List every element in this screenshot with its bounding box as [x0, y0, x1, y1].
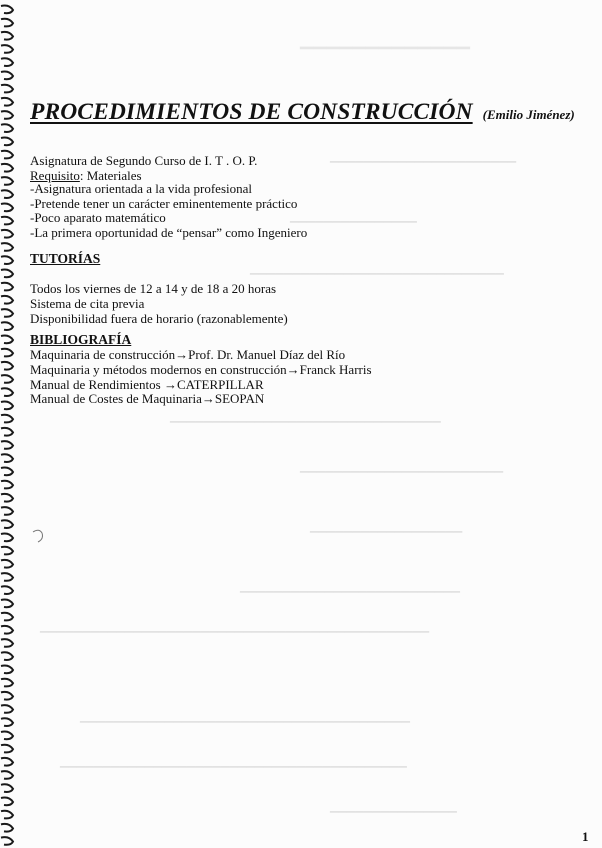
binding-coil — [1, 428, 13, 436]
page-number: 1 — [582, 829, 589, 844]
binding-coil — [1, 217, 13, 225]
pen-mark-icon — [30, 527, 50, 547]
binding-coil — [1, 758, 13, 766]
binding-coil — [1, 19, 13, 27]
binding-coil — [1, 85, 13, 93]
binding-coil — [1, 560, 13, 568]
binding-coil — [1, 639, 13, 647]
binding-coil — [1, 151, 13, 159]
binding-coil — [1, 718, 13, 726]
binding-coil — [1, 230, 13, 238]
list-item: -Poco aparato matemático — [30, 210, 166, 226]
requisito-label: Requisito — [30, 168, 80, 183]
binding-coil — [1, 309, 13, 317]
binding-coil — [1, 613, 13, 621]
binding-coil — [1, 837, 13, 845]
binding-coil — [1, 666, 13, 674]
title-row — [30, 99, 575, 126]
page-title: PROCEDIMIENTOS DE CONSTRUCCIÓN — [30, 99, 473, 125]
binding-coil — [1, 573, 13, 581]
binding-coil — [1, 111, 13, 119]
binding-coil — [1, 811, 13, 819]
binding-coil — [1, 626, 13, 634]
binding-coil — [1, 256, 13, 264]
binding-coil — [1, 824, 13, 832]
binding-coil — [1, 72, 13, 80]
list-item: Sistema de cita previa — [30, 296, 145, 311]
binding-coil — [1, 771, 13, 779]
binding-coil — [1, 336, 13, 344]
binding-coil — [1, 283, 13, 291]
binding-coil — [1, 204, 13, 212]
binding-coil — [1, 349, 13, 357]
binding-coil — [1, 45, 13, 53]
binding-coil — [1, 190, 13, 198]
binding-coil — [1, 138, 13, 146]
binding-coil — [1, 494, 13, 502]
list-item: -La primera oportunidad de “pensar” como Ingeniero — [30, 224, 308, 240]
binding-coil — [1, 798, 13, 806]
binding-coil — [1, 388, 13, 396]
binding-coil — [1, 732, 13, 740]
list-item: Maquinaria y métodos modernos en construcción→Franck Harris — [30, 361, 372, 377]
binding-coil — [1, 243, 13, 251]
binding-coil — [1, 362, 13, 370]
list-item: Manual de Rendimientos →CATERPILLAR — [30, 376, 264, 392]
binding-coil — [1, 375, 13, 383]
binding-coil — [1, 402, 13, 410]
tutorias-list — [30, 281, 288, 326]
list-item: -Pretende tener un carácter eminentemente práctico — [30, 195, 298, 211]
binding-coil — [1, 745, 13, 753]
binding-coil — [1, 322, 13, 330]
binding-coil — [1, 652, 13, 660]
binding-coil — [1, 124, 13, 132]
binding-coil — [1, 177, 13, 185]
binding-coil — [1, 270, 13, 278]
binding-coil — [1, 507, 13, 515]
bibliografia-list — [30, 348, 372, 407]
list-item: Todos los viernes de 12 a 14 y de 18 a 20 horas — [30, 281, 277, 296]
binding-coil — [1, 534, 13, 542]
list-item: -Asignatura orientada a la vida profesional — [30, 181, 252, 196]
binding-coil — [1, 415, 13, 423]
document-page: ▁▁▁▁▁▁▁▁▁▁▁▁▁ ▁▁▁▁▁▁▁▁▁▁▁▁▁▁▁▁▁▁▁▁▁▁ ▁▁▁▁▁▁▁▁▁▁▁▁▁▁▁ ▁▁▁▁▁▁▁▁▁▁▁▁▁▁▁▁▁▁▁▁▁▁▁▁▁▁▁▁▁▁ ▁▁▁▁▁▁▁▁▁▁▁▁▁▁▁▁▁▁▁▁▁▁▁▁▁▁▁▁▁▁▁▁ ▁▁▁▁▁▁▁▁▁▁▁▁▁▁▁▁▁▁▁▁▁▁▁▁ ▁▁▁▁▁▁▁▁▁▁▁▁▁▁▁▁▁▁ ▁▁▁▁▁▁▁▁▁▁▁▁▁▁▁▁▁▁▁▁▁▁▁▁▁▁ ▁▁▁▁▁▁▁▁▁▁▁▁▁▁▁▁▁▁▁▁▁▁▁▁▁▁▁▁▁▁▁▁▁▁▁▁▁▁▁▁▁▁▁▁▁▁ ▁▁▁▁▁▁▁▁▁▁▁▁▁▁▁▁▁▁▁▁▁▁▁▁▁▁▁▁▁▁▁▁▁▁▁▁▁▁▁ ▁▁▁▁▁▁▁▁▁▁▁▁▁▁▁▁▁▁▁▁▁▁▁▁▁▁▁▁▁▁▁▁▁▁▁▁▁▁▁▁▁ ▁▁▁▁▁▁▁▁▁▁▁▁▁▁▁ PROCEDIMIENTOS DE CONSTRUCCIÓN (Emilio Jiménez) Asignatura de Segundo Curso de I. T . O. P. Requisito: Materiales -Asignatura orientada a la vida profesional -Pretende tener un carácter eminentemente práctico -Poco aparato matemático -La primera oportunidad de “pensar” como Ingeniero TUTORÍAS Todos los viernes de 12 a 14 y de 18 a 20 horas Sistema de cita previa Disponibilidad fuera de horario (razonablemente) BIBLIOGRAFÍA Maquinaria de construcción→Prof. Dr. Manuel Díaz del Río Maquinaria y métodos modernos en construcción→Franck Harris Manual de Rendimientos →CATERPILLAR Manual de Costes de Maquinaria→SEOPAN 1 — [0, 0, 602, 848]
list-item: Disponibilidad fuera de horario (razonablemente) — [30, 311, 288, 326]
requisito-list — [30, 182, 307, 240]
binding-coil — [1, 6, 13, 14]
binding-coil — [1, 520, 13, 528]
binding-coil — [1, 58, 13, 66]
list-item: Maquinaria de construcción→Prof. Dr. Manuel Díaz del Río — [30, 347, 346, 362]
binding-coil — [1, 692, 13, 700]
binding-coil — [1, 547, 13, 555]
subject-line: Asignatura de Segundo Curso de I. T . O. P. — [30, 153, 258, 168]
binding-coil — [1, 454, 13, 462]
author-name: (Emilio Jiménez) — [482, 107, 575, 122]
bibliografia-heading: BIBLIOGRAFÍA — [30, 332, 132, 347]
binding-coil — [1, 705, 13, 713]
tutorias-heading: TUTORÍAS — [30, 251, 101, 266]
binding-coil — [1, 98, 13, 106]
binding-coil — [1, 441, 13, 449]
binding-coil — [1, 600, 13, 608]
spiral-binding — [0, 0, 28, 848]
binding-coil — [1, 481, 13, 489]
binding-coil — [1, 586, 13, 594]
requisito-value: : Materiales — [79, 168, 142, 183]
binding-coil — [1, 32, 13, 40]
list-item: Manual de Costes de Maquinaria→SEOPAN — [30, 391, 265, 407]
binding-coil — [1, 784, 13, 792]
binding-coil — [1, 164, 13, 172]
binding-coil — [1, 679, 13, 687]
binding-coil — [1, 468, 13, 476]
binding-coil — [1, 296, 13, 304]
